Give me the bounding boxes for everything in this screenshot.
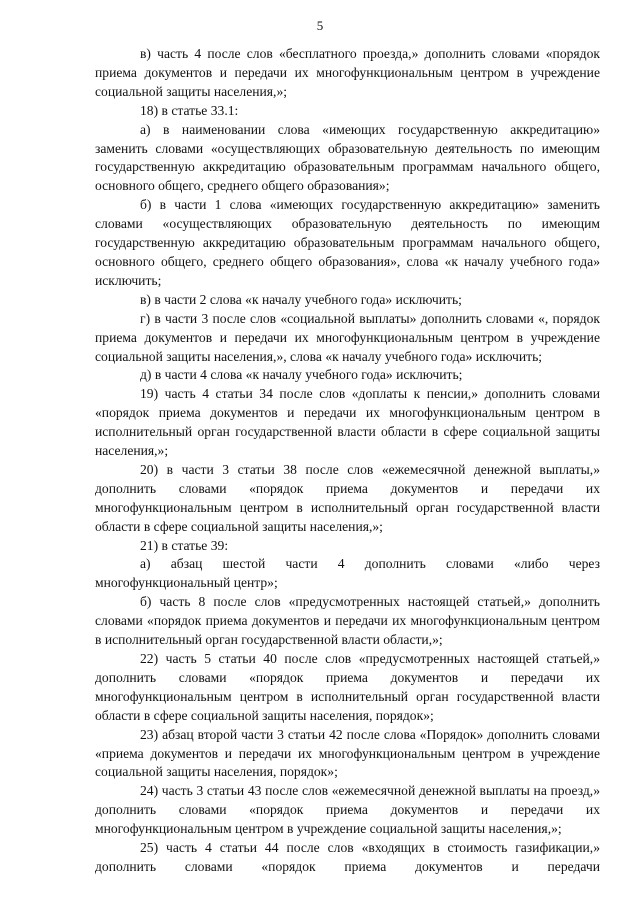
paragraph-subitem-b: б) в части 1 слова «имеющих государственную аккредитацию» заменить словами «осуществляющих образовательную деятельность по имеющим государственную аккредитацию образовательным программам начального общего, основного общего, среднего общего образования», слова «к началу учебного года» исключить; bbox=[95, 197, 600, 288]
paragraph-item-v-part-4: в) часть 4 после слов «бесплатного проезда,» дополнить словами «порядок приема документов и передачи их многофункциональным центром в учреждение социальной защиты населения,»; bbox=[95, 46, 600, 99]
paragraph-item-24: 24) часть 3 статьи 43 после слов «ежемесячной денежной выплаты на проезд,» дополнить словами «порядок приема документов и передачи их многофункциональным центром в учреждение социальной защиты населения,»; bbox=[95, 783, 600, 837]
page-number: 5 bbox=[316, 18, 324, 33]
paragraph-item-18: 18) в статье 33.1: bbox=[140, 102, 239, 118]
paragraph-subitem-a: а) в наименовании слова «имеющих государственную аккредитацию» заменить словами «осуществляющих образовательную деятельность по имеющим государственную аккредитацию образовательным программам начального общего, основного общего, среднего общего образования»; bbox=[95, 121, 600, 194]
paragraph-item-21: 21) в статье 39: bbox=[140, 537, 229, 553]
paragraph-item-23: 23) абзац второй части 3 статьи 42 после слова «Порядок» дополнить словами «приема документов и передачи их многофункциональным центром в учреждение социальной защиты населения, порядок»; bbox=[95, 726, 600, 780]
paragraph-item-19: 19) часть 4 статьи 34 после слов «доплаты к пенсии,» дополнить словами «порядок приема документов и передачи их многофункциональным центром в исполнительный орган государственной власти области в сфере социальной защиты населения,»; bbox=[95, 386, 600, 459]
paragraph-subitem-v: в) в части 2 слова «к началу учебного года» исключить; bbox=[140, 291, 462, 307]
paragraph-item-20: 20) в части 3 статьи 38 после слов «ежемесячной денежной выплаты,» дополнить словами «порядок приема документов и передачи их многофункциональным центром в исполнительный орган государственной власти области в сфере социальной защиты населения,»; bbox=[95, 461, 600, 534]
paragraph-item-21-a: а) абзац шестой части 4 дополнить словами «либо через многофункциональный центр»; bbox=[95, 556, 600, 591]
paragraph-item-25: 25) часть 4 статьи 44 после слов «входящих в стоимость газификации,» дополнить словами «порядок приема документов и передачи bbox=[95, 840, 600, 874]
document-body bbox=[95, 45, 600, 877]
paragraph-subitem-d: д) в части 4 слова «к началу учебного года» исключить; bbox=[140, 367, 463, 383]
paragraph-item-22: 22) часть 5 статьи 40 после слов «предусмотренных настоящей статьей,» дополнить словами «порядок приема документов и передачи их многофункциональным центром в исполнительный орган государственной власти области в сфере социальной защиты населения, порядок»; bbox=[95, 651, 600, 723]
paragraph-subitem-g: г) в части 3 после слов «социальной выплаты» дополнить словами «, порядок приема документов и передачи их многофункциональным центром в учреждение социальной защиты населения,», слова «к началу учебного года» исключить; bbox=[95, 310, 600, 364]
paragraph-item-21-b: б) часть 8 после слов «предусмотренных настоящей статьей,» дополнить словами «порядок приема документов и передачи их многофункциональным центром в исполнительный орган государственной власти области,»; bbox=[95, 594, 600, 648]
